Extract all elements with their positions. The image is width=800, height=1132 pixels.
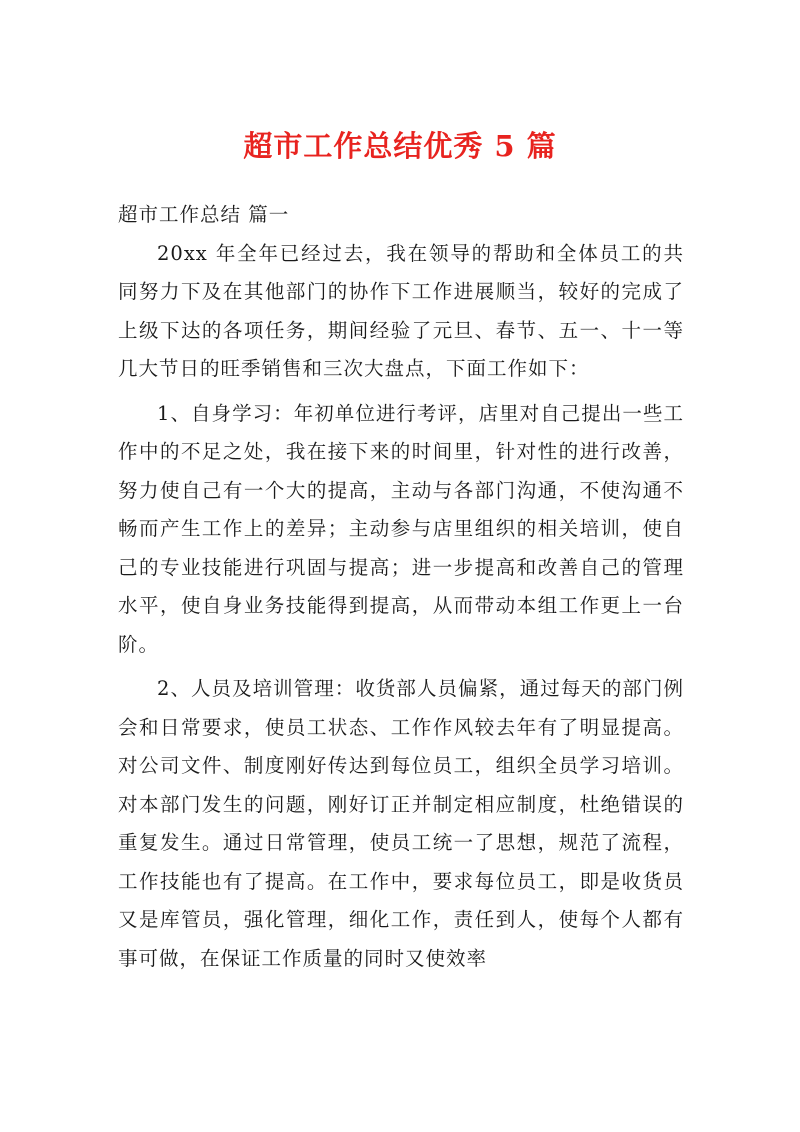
document-body — [118, 196, 684, 984]
paragraph-intro: 20xx 年全年已经过去，我在领导的帮助和全体员工的共同努力下及在其他部门的协作下工作进展顺当，较好的完成了上级下达的各项任务，期间经验了元旦、春节、五一、十一等几大节日的旺季销售和三次大盘点，下面工作如下： — [118, 241, 684, 380]
paragraph-self-study: 1、自身学习：年初单位进行考评，店里对自己提出一些工作中的不足之处，我在接下来的时间里，针对性的进行改善，努力使自己有一个大的提高，主动与各部门沟通，不使沟通不畅而产生工作上的差异；主动参与店里组织的相关培训，使自己的专业技能进行巩固与提高；进一步提高和改善自己的管理水平，使自身业务技能得到提高，从而带动本组工作更上一台阶。 — [118, 401, 684, 656]
document-title: 超市工作总结优秀 5 篇 — [243, 129, 557, 163]
section-heading: 超市工作总结 篇一 — [118, 203, 290, 226]
paragraph-staff-training: 2、人员及培训管理：收货部人员偏紧，通过每天的部门例会和日常要求，使员工状态、工作作风较去年有了明显提高。对公司文件、制度刚好传达到每位员工，组织全员学习培训。对本部门发生的问题，刚好订正并制定相应制度，杜绝错误的重复发生。通过日常管理，使员工统一了思想，规范了流程，工作技能也有了提高。在工作中，要求每位员工，即是收货员又是库管员，强化管理，细化工作，责任到人，使每个人都有事可做，在保证工作质量的同时又使效率 — [118, 677, 684, 970]
